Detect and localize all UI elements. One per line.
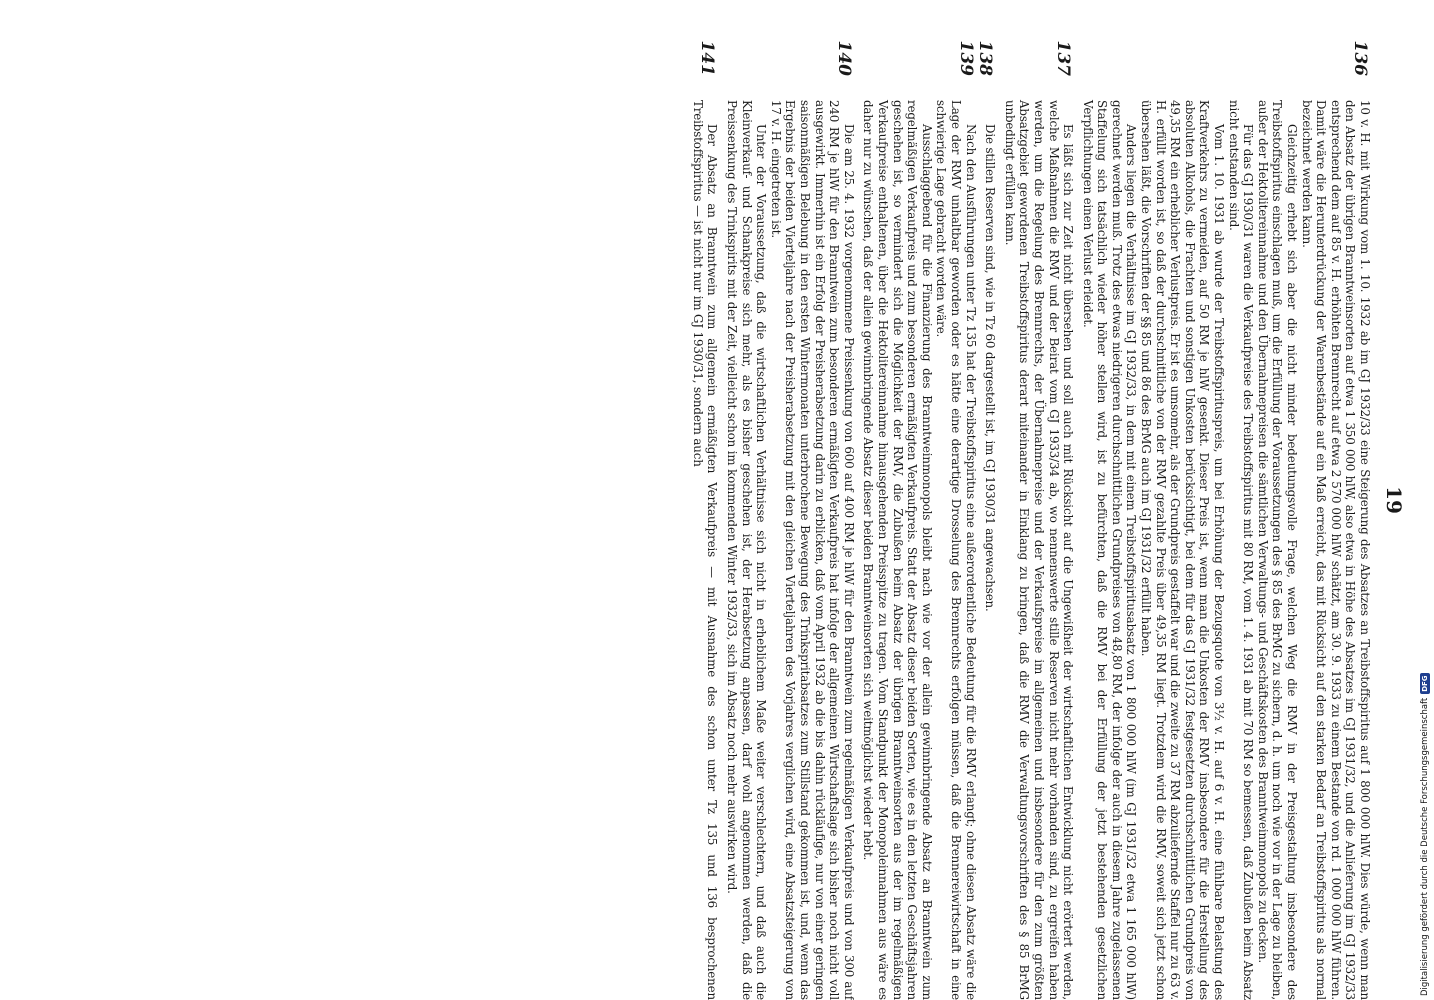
section-138 [975, 40, 998, 1000]
section-139 [861, 40, 978, 1000]
section-137 [1002, 40, 1076, 1000]
paragraph: Unter der Voraussetzung, daß die wirtschaftlichen Verhältnisse sich nicht in erheblichem Maße weiter verschlechtern, und daß auch die Kleinverkauf- und Schankpreise sich mehr, als es bisher geschehen ist, der Herabsetzung anpassen, darf wohl angenommen werden, daß die Preissenkung des Trinkspirits mit der Zeit, vielleicht schon im kommenden Winter 1932/33, sich im Absatz noch mehr auswirken wird. [725, 100, 769, 1000]
paragraph: Der Absatz an Branntwein zum allgemein ermäßigten Verkaufpreis — mit Ausnahme des schon unter Tz 135 und 136 besprochenen Treibstoffspiritus — ist nicht nur im GJ 1930/31, sondern auch [690, 100, 720, 1000]
dfg-logo: DFG [1421, 675, 1429, 692]
section-number: 141 [697, 40, 718, 76]
section-number: 140 [833, 40, 854, 76]
paragraph: Nach den Ausführungen unter Tz 135 hat der Treibstoffspiritus eine außerordentliche Bedeutung für die RMV erlangt; ohne diesen Absatz wäre die Lage der RMV unhaltbar geworden oder es hätte eine derartige Drosselung des Brennrechts erfolgen müssen, daß die Brennereiwirtschaft in eine schwierige Lage gebracht worden wäre. [934, 100, 978, 1000]
paragraph: Gleichzeitig erhebt sich aber die nicht minder bedeutungsvolle Frage, welchen Weg die RMV in der Preisgestaltung insbesondere des Treibstoffspiritus einschlagen muß, um die Erfüllung der Voraussetzungen des § 85 des BrMG zu sichern, d. h. um noch wie vor in der Lage zu bleiben, außer der Hektolitereinnahme und den Übernahmepreisen die sämtlichen Verwaltungs- und Geschäftskosten des Branntweinmonopols zu decken. [1255, 100, 1300, 1000]
footer-credit-text: Digitalisierung gefördert durch die Deutsche Forschungsgemeinschaft [1420, 697, 1430, 996]
section-140 [724, 40, 856, 1000]
section-141 [690, 40, 720, 1000]
paragraph: Die am 25. 4. 1932 vorgenommene Preissenkung von 600 auf 400 RM je hlW für den Branntwein zum regelmäßigen Verkaufpreis und von 300 auf 240 RM je hlW für den Branntwein zum besonderen ermäßigten Verkaufpreis hat infolge der allgemeinen Wirtschaftslage sich bisher noch nicht voll ausgewirkt. Immerhin ist ein Erfolg der Preisherabsetzung darin zu erblicken, daß vom April 1932 ab die bis dahin rückläufige, nur von einer geringen saisonmäßigen Belebung in den ersten Wintermonaten unterbrochene Bewegung des Trinkspritabsatzes zum Stillstand gekommen ist, und, wenn das Ergebnis der beiden Vierteljahre nach der Preisherabsetzung mit den gleichen Vierteljahren des Vorjahres verglichen wird, eine Absatzsteigerung von 17 v. H. eingetreten ist. [768, 100, 856, 1000]
paragraph: Es läßt sich zur Zeit nicht übersehen und soll auch mit Rücksicht auf die Ungewißheit der wirtschaftlichen Entwicklung nicht erörtert werden, welche Maßnahmen die RMV und der Beirat vom GJ 1933/34 ab, wo nennenswerte stille Reserven nicht mehr vorhanden sind, zu ergreifen haben werden, um die Regelung des Brennrechts, der Übernahmepreise und der Verkaufspreise im allgemeinen und insbesondere für den zum größten Absatzgebiet gewordenen Treibstoffspiritus derart miteinander in Einklang zu bringen, daß die RMV die Verwaltungsvorschriften des § 85 BrMG unbedingt erfüllen kann. [1002, 100, 1076, 1000]
page-number: 19 [1382, 486, 1406, 514]
paragraph: Anders liegen die Verhältnisse im GJ 1932/33, in dem mit einem Treibstoffspiritusabsatz von 1 800 000 hlW (im GJ 1931/32 etwa 1 165 000 hlW) gerechnet werden muß. Trotz des etwas niedrigeren durchschnittlichen Grundpreises von 48,80 RM, der infolge der auch in diesem Jahre zugelassenen Staffelung sich tatsächlich wieder höher stellen wird, ist zu befürchten, daß die RMV bei der Erfüllung der jetzt bestehenden gesetzlichen Verpflichtungen einen Verlust erleidet. [1080, 100, 1139, 1000]
paragraph: Ausschlaggebend für die Finanzierung des Branntweinmonopols bleibt nach wie vor der allein gewinnbringende Absatz an Branntwein zum regelmäßigen Verkaufpreis und zum besonderen ermäßigten Verkaufpreis. Statt der Absatz dieser beiden Sorten, wie es in den letzten Geschäftsjahren geschehen ist, so vermindert sich die Möglichkeit der RMV, die Zubußen beim Absatz der übrigen Branntweinsorten aus der im regelmäßigen Verkaufpreise enthaltenen, über die Hektolitereinnahme hinausgehenden Preisspitze zu tragen. Vom Standpunkt der Monopoleinnahmen aus wäre es daher nur zu wünschen, daß der allein gewinnbringende Absatz dieser beiden Branntweinsorten sich weitmöglichst wieder hebt. [861, 100, 934, 1000]
section-number: 136 [1350, 40, 1370, 76]
paragraph: Vom 1. 10. 1931 ab wurde der Treibstoffspirituspreis, um bei Erhöhung der Bezugsquote von 3½ v. H. auf 6 v. H. eine fühlbare Belastung des Kraftverkehrs zu vermeiden, auf 50 RM je hlW gesenkt. Dieser Preis ist, wenn man die Unkosten der RMV insbesondere für die Herstellung des absoluten Alkohols, die Frachten und sonstigen Unkosten berücksichtigt, bei dem für das GJ 1931/32 festgesetzten durchschnittlichen Grundpreis von 49,35 RM ein erheblicher Verlustpreis. Er ist es umsomehr, als der Grundpreis gestaffelt war und die zweite zu 37 RM abzuliefernde Staffel nur zu 63 v. H. erfüllt worden ist, so daß der durchschnittliche von der RMV gezahlte Preis über 49,35 RM liegt. Trotzdem wird die RMV, soweit sich jetzt schon übersehen läßt, die Vorschriften der §§ 85 und 86 des BrMG auch im GJ 1931/32 erfüllt haben. [1139, 100, 1227, 1000]
digitization-credit [1420, 673, 1430, 996]
section-136 [1080, 40, 1372, 1000]
paragraph: 10 v. H. mit Wirkung vom 1. 10. 1932 ab im GJ 1932/33 eine Steigerung des Absatzes an Treibstoffspiritus auf 1 800 000 hlW. Dies würde, wenn man den Absatz der übrigen Branntweinsorten auf etwa 1 350 000 hlW, also etwa in Höhe des Absatzes im GJ 1931/32, und die Anlieferung im GJ 1932/33 entsprechend dem auf 85 v. H. erhöhten Brennrecht auf etwa 2 570 000 hlW schätzt, am 30. 9. 1933 zu einem Bestande von rd. 1 000 000 hlW führen. Damit wäre die Herunterdrückung der Warenbestände auf ein Maß erreicht, das mit Rücksicht auf den starken Bedarf an Treibstoffspiritus als normal bezeichnet werden kann. [1299, 100, 1372, 1000]
paragraph: Die stillen Reserven sind, wie in Tz 60 dargestellt ist, im GJ 1930/31 angewachsen. [983, 124, 998, 612]
document-body [685, 40, 1372, 1000]
section-number: 139 [955, 40, 976, 76]
section-number: 138 [975, 40, 996, 76]
paragraph: Für das GJ 1930/31 waren die Verkaufpreise des Treibstoffspiritus mit 80 RM, vom 1. 4. 1931 ab mit 70 RM so bemessen, daß Zubußen beim Absatz nicht entstanden sind. [1226, 100, 1256, 1000]
section-number: 137 [1053, 40, 1074, 76]
